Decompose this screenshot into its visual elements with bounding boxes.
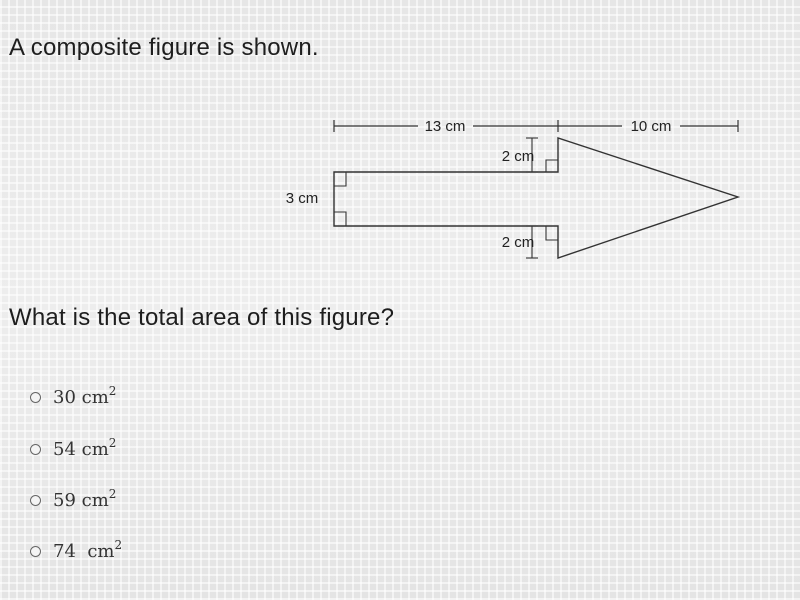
choice-option-1[interactable] <box>30 382 116 412</box>
label-3cm: 3 cm <box>285 190 319 207</box>
choice-label: 74 $cm^2$ <box>53 537 123 562</box>
choice-label: 59 $cm^2$ <box>53 486 117 511</box>
choice-option-3[interactable] <box>30 485 116 515</box>
label-13cm: 13 cm <box>424 118 466 135</box>
radio-button[interactable] <box>30 546 41 557</box>
label-10cm: 10 cm <box>630 118 672 135</box>
question-prompt: A composite figure is shown. <box>9 34 319 61</box>
question-text: What is the total area of this figure? <box>9 304 395 331</box>
choice-option-4[interactable] <box>30 536 122 566</box>
choice-label: 54 $cm^2$ <box>53 435 117 460</box>
choice-label: 30 $cm^2$ <box>53 383 117 408</box>
label-upper-2cm: 2 cm <box>501 148 535 165</box>
radio-button[interactable] <box>30 444 41 455</box>
composite-outline <box>334 138 738 258</box>
label-lower-2cm: 2 cm <box>501 234 535 251</box>
radio-button[interactable] <box>30 495 41 506</box>
choice-option-2[interactable] <box>30 434 116 464</box>
radio-button[interactable] <box>30 392 41 403</box>
